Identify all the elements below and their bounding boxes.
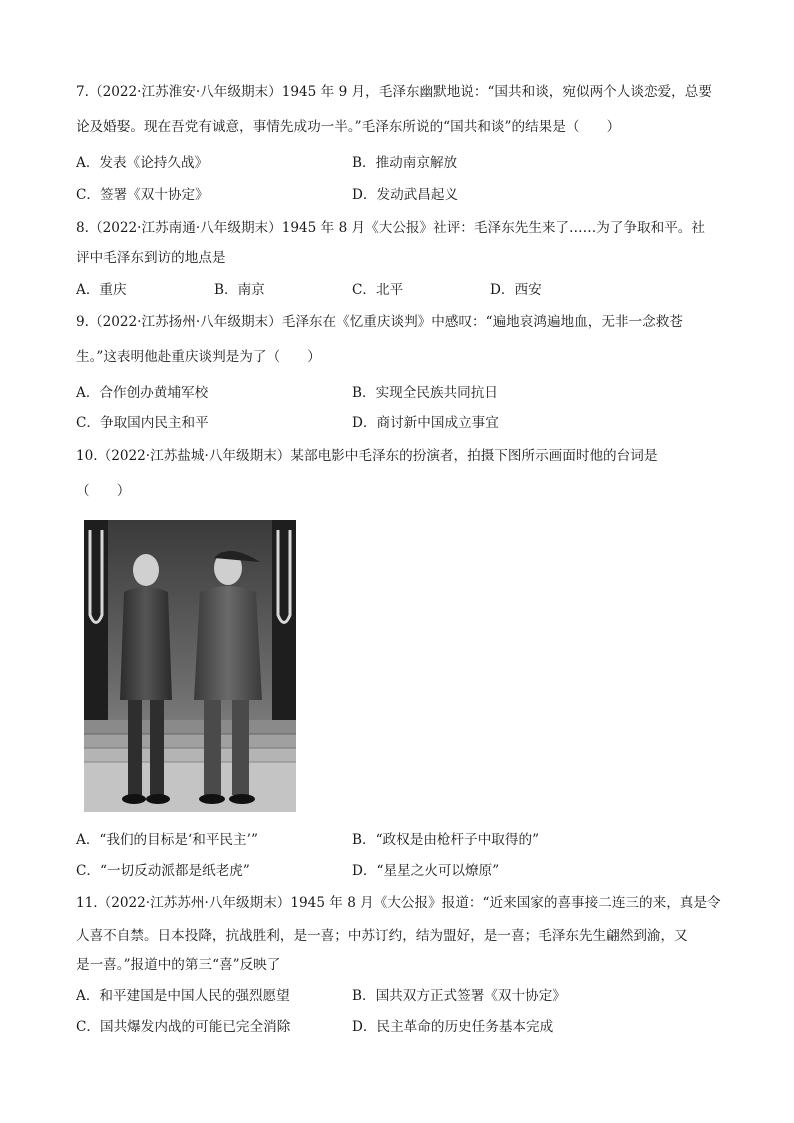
q9-option-a[interactable]: A．合作创办黄埔军校 (76, 385, 209, 401)
q9-option-b[interactable]: B．实现全民族共同抗日 (352, 385, 498, 401)
q11-stem-line-3: 是一喜。”报道中的第三“喜”反映了 (76, 957, 281, 973)
q8-stem-line-1: 8.（2022·江苏南通·八年级期末）1945 年 8 月《大公报》社评：毛泽东先生来了……为了争取和平。社 (76, 220, 705, 236)
q10-stem-line-2: （ ） (76, 483, 131, 499)
q7-option-a[interactable]: A．发表《论持久战》 (76, 155, 209, 171)
q11-option-a[interactable]: A．和平建国是中国人民的强烈愿望 (76, 988, 290, 1004)
q9-stem-line-1: 9.（2022·江苏扬州·八年级期末）毛泽东在《忆重庆谈判》中感叹：“遍地哀鸿遍地血，无非一念救苍 (76, 314, 683, 330)
q7-stem-line-2: 论及婚娶。现在吾党有诚意，事情先成功一半。”毛泽东所说的“国共和谈”的结果是（ ） (76, 119, 621, 135)
q8-stem-line-2: 评中毛泽东到访的地点是 (76, 250, 226, 266)
q7-option-b[interactable]: B．推动南京解放 (352, 155, 458, 171)
q7-option-c[interactable]: C．签署《双十协定》 (76, 187, 209, 203)
q8-option-d[interactable]: D．西安 (490, 282, 542, 298)
q8-option-c[interactable]: C．北平 (352, 282, 404, 298)
q10-option-b[interactable]: B．“政权是由枪杆子中取得的” (352, 832, 540, 848)
q11-stem-line-2: 人喜不自禁。日本投降，抗战胜利，是一喜；中苏订约，结为盟好，是一喜；毛泽东先生翩然到渝，又 (76, 928, 688, 944)
q11-option-c[interactable]: C．国共爆发内战的可能已完全消除 (76, 1019, 291, 1035)
q9-option-c[interactable]: C．争取国内民主和平 (76, 415, 209, 431)
q10-option-d[interactable]: D．“星星之火可以燎原” (352, 863, 500, 879)
q10-stem-line-1: 10.（2022·江苏盐城·八年级期末）某部电影中毛泽东的扮演者，拍摄下图所示画面时他的台词是 (76, 448, 658, 464)
q7-stem-line-1: 7.（2022·江苏淮安·八年级期末）1945 年 9 月，毛泽东幽默地说：“国共和谈，宛似两个人谈恋爱，总要 (76, 84, 712, 100)
q10-option-a[interactable]: A．“我们的目标是‘和平民主’” (76, 832, 258, 848)
q9-stem-line-2: 生。”这表明他赴重庆谈判是为了（ ） (76, 349, 321, 365)
q9-option-d[interactable]: D．商讨新中国成立事宜 (352, 415, 499, 431)
historical-photo (84, 520, 296, 812)
q10-option-c[interactable]: C．“一切反动派都是纸老虎” (76, 863, 250, 879)
photo-two-men-standing (84, 520, 296, 812)
q11-stem-line-1: 11.（2022·江苏苏州·八年级期末）1945 年 8 月《大公报》报道：“近来国家的喜事接二连三的来，真是令 (76, 895, 721, 911)
q7-option-d[interactable]: D．发动武昌起义 (352, 187, 459, 203)
q11-option-b[interactable]: B．国共双方正式签署《双十协定》 (352, 988, 566, 1004)
q8-option-a[interactable]: A．重庆 (76, 282, 127, 298)
q11-option-d[interactable]: D．民主革命的历史任务基本完成 (352, 1019, 554, 1035)
q8-option-b[interactable]: B．南京 (214, 282, 265, 298)
